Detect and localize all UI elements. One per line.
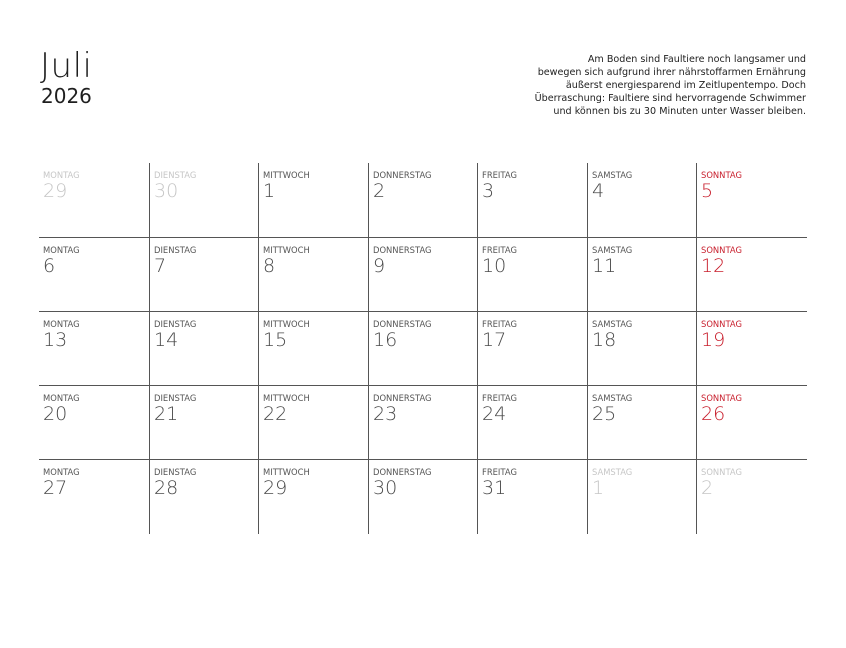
day-number: 11 [592,255,617,277]
weekday-label: DONNERSTAG [373,245,432,255]
calendar-day-cell [696,386,807,460]
day-number: 21 [154,403,179,425]
weekday-label: MITTWOCH [263,245,310,255]
weekday-label: FREITAG [482,170,517,180]
calendar-week-row [39,237,807,312]
weekday-label: FREITAG [482,245,517,255]
calendar-day-cell [149,312,258,386]
calendar-day-cell [587,386,696,460]
day-number: 12 [701,255,726,277]
day-number: 4 [592,180,605,202]
calendar-day-cell [39,386,149,460]
weekday-label: MONTAG [43,245,80,255]
weekday-label: SAMSTAG [592,319,633,329]
day-number: 20 [43,403,68,425]
day-number: 19 [701,329,726,351]
calendar-day-cell [39,460,149,534]
calendar-grid [39,163,807,534]
day-number: 23 [373,403,398,425]
weekday-label: MITTWOCH [263,393,310,403]
weekday-label: MONTAG [43,170,80,180]
weekday-label: SAMSTAG [592,170,633,180]
calendar-day-cell [39,238,149,312]
calendar-day-cell [258,163,368,237]
calendar-day-cell [258,312,368,386]
weekday-label: MITTWOCH [263,467,310,477]
day-number: 1 [592,477,605,499]
fact-line: äußerst energiesparend im Zeitlupentempo. Doch [565,80,806,91]
calendar-day-cell [477,163,587,237]
month-title: Juli [40,46,93,86]
calendar-day-cell [368,312,477,386]
day-number: 13 [43,329,68,351]
day-number: 29 [263,477,288,499]
weekday-label: SAMSTAG [592,245,633,255]
day-number: 31 [482,477,507,499]
day-number: 10 [482,255,507,277]
calendar-day-cell [258,460,368,534]
weekday-label: SONNTAG [701,393,742,403]
day-number: 17 [482,329,507,351]
calendar-day-cell [696,460,807,534]
weekday-label: MITTWOCH [263,319,310,329]
day-number: 2 [701,477,714,499]
fact-line: bewegen sich aufgrund ihrer nährstoffarmen Ernährung [537,67,806,78]
calendar-day-cell [368,386,477,460]
weekday-label: MONTAG [43,393,80,403]
weekday-label: SONNTAG [701,319,742,329]
weekday-label: FREITAG [482,467,517,477]
weekday-label: SONNTAG [701,467,742,477]
weekday-label: DIENSTAG [154,245,197,255]
weekday-label: DIENSTAG [154,319,197,329]
day-number: 27 [43,477,68,499]
weekday-label: DIENSTAG [154,170,197,180]
calendar-day-cell [149,460,258,534]
calendar-week-row [39,311,807,386]
calendar-day-cell [587,163,696,237]
weekday-label: DONNERSTAG [373,467,432,477]
day-number: 18 [592,329,617,351]
fact-line: und können bis zu 30 Minuten unter Wasser bleiben. [553,106,806,117]
calendar-day-cell [477,386,587,460]
fact-text [506,53,806,118]
day-number: 5 [701,180,714,202]
calendar-day-cell [149,163,258,237]
day-number: 3 [482,180,495,202]
day-number: 7 [154,255,167,277]
day-number: 14 [154,329,179,351]
day-number: 16 [373,329,398,351]
weekday-label: FREITAG [482,319,517,329]
weekday-label: MITTWOCH [263,170,310,180]
weekday-label: DONNERSTAG [373,319,432,329]
day-number: 15 [263,329,288,351]
day-number: 6 [43,255,56,277]
calendar-day-cell [477,460,587,534]
day-number: 2 [373,180,386,202]
weekday-label: SAMSTAG [592,393,633,403]
calendar-day-cell [696,238,807,312]
day-number: 25 [592,403,617,425]
calendar-day-cell [368,460,477,534]
calendar-day-cell [696,163,807,237]
day-number: 8 [263,255,276,277]
weekday-label: DONNERSTAG [373,170,432,180]
calendar-day-cell [258,386,368,460]
calendar-day-cell [477,238,587,312]
calendar-day-cell [39,312,149,386]
weekday-label: DIENSTAG [154,467,197,477]
calendar-week-row [39,163,807,237]
calendar-day-cell [258,238,368,312]
day-number: 28 [154,477,179,499]
weekday-label: MONTAG [43,467,80,477]
weekday-label: DONNERSTAG [373,393,432,403]
day-number: 30 [154,180,179,202]
calendar-day-cell [587,238,696,312]
day-number: 29 [43,180,68,202]
calendar-day-cell [149,386,258,460]
weekday-label: SONNTAG [701,245,742,255]
day-number: 26 [701,403,726,425]
weekday-label: SONNTAG [701,170,742,180]
weekday-label: SAMSTAG [592,467,633,477]
day-number: 30 [373,477,398,499]
calendar-day-cell [149,238,258,312]
calendar-week-row [39,385,807,460]
calendar-day-cell [477,312,587,386]
weekday-label: MONTAG [43,319,80,329]
day-number: 24 [482,403,507,425]
day-number: 22 [263,403,288,425]
weekday-label: FREITAG [482,393,517,403]
day-number: 9 [373,255,386,277]
calendar-day-cell [368,238,477,312]
fact-line: Überraschung: Faultiere sind hervorragende Schwimmer [534,93,806,104]
calendar-week-row [39,459,807,534]
weekday-label: DIENSTAG [154,393,197,403]
calendar-day-cell [696,312,807,386]
calendar-day-cell [368,163,477,237]
fact-line: Am Boden sind Faultiere noch langsamer und [587,54,806,65]
calendar-day-cell [39,163,149,237]
calendar-day-cell [587,312,696,386]
calendar-day-cell [587,460,696,534]
year-title: 2026 [41,84,92,108]
day-number: 1 [263,180,276,202]
